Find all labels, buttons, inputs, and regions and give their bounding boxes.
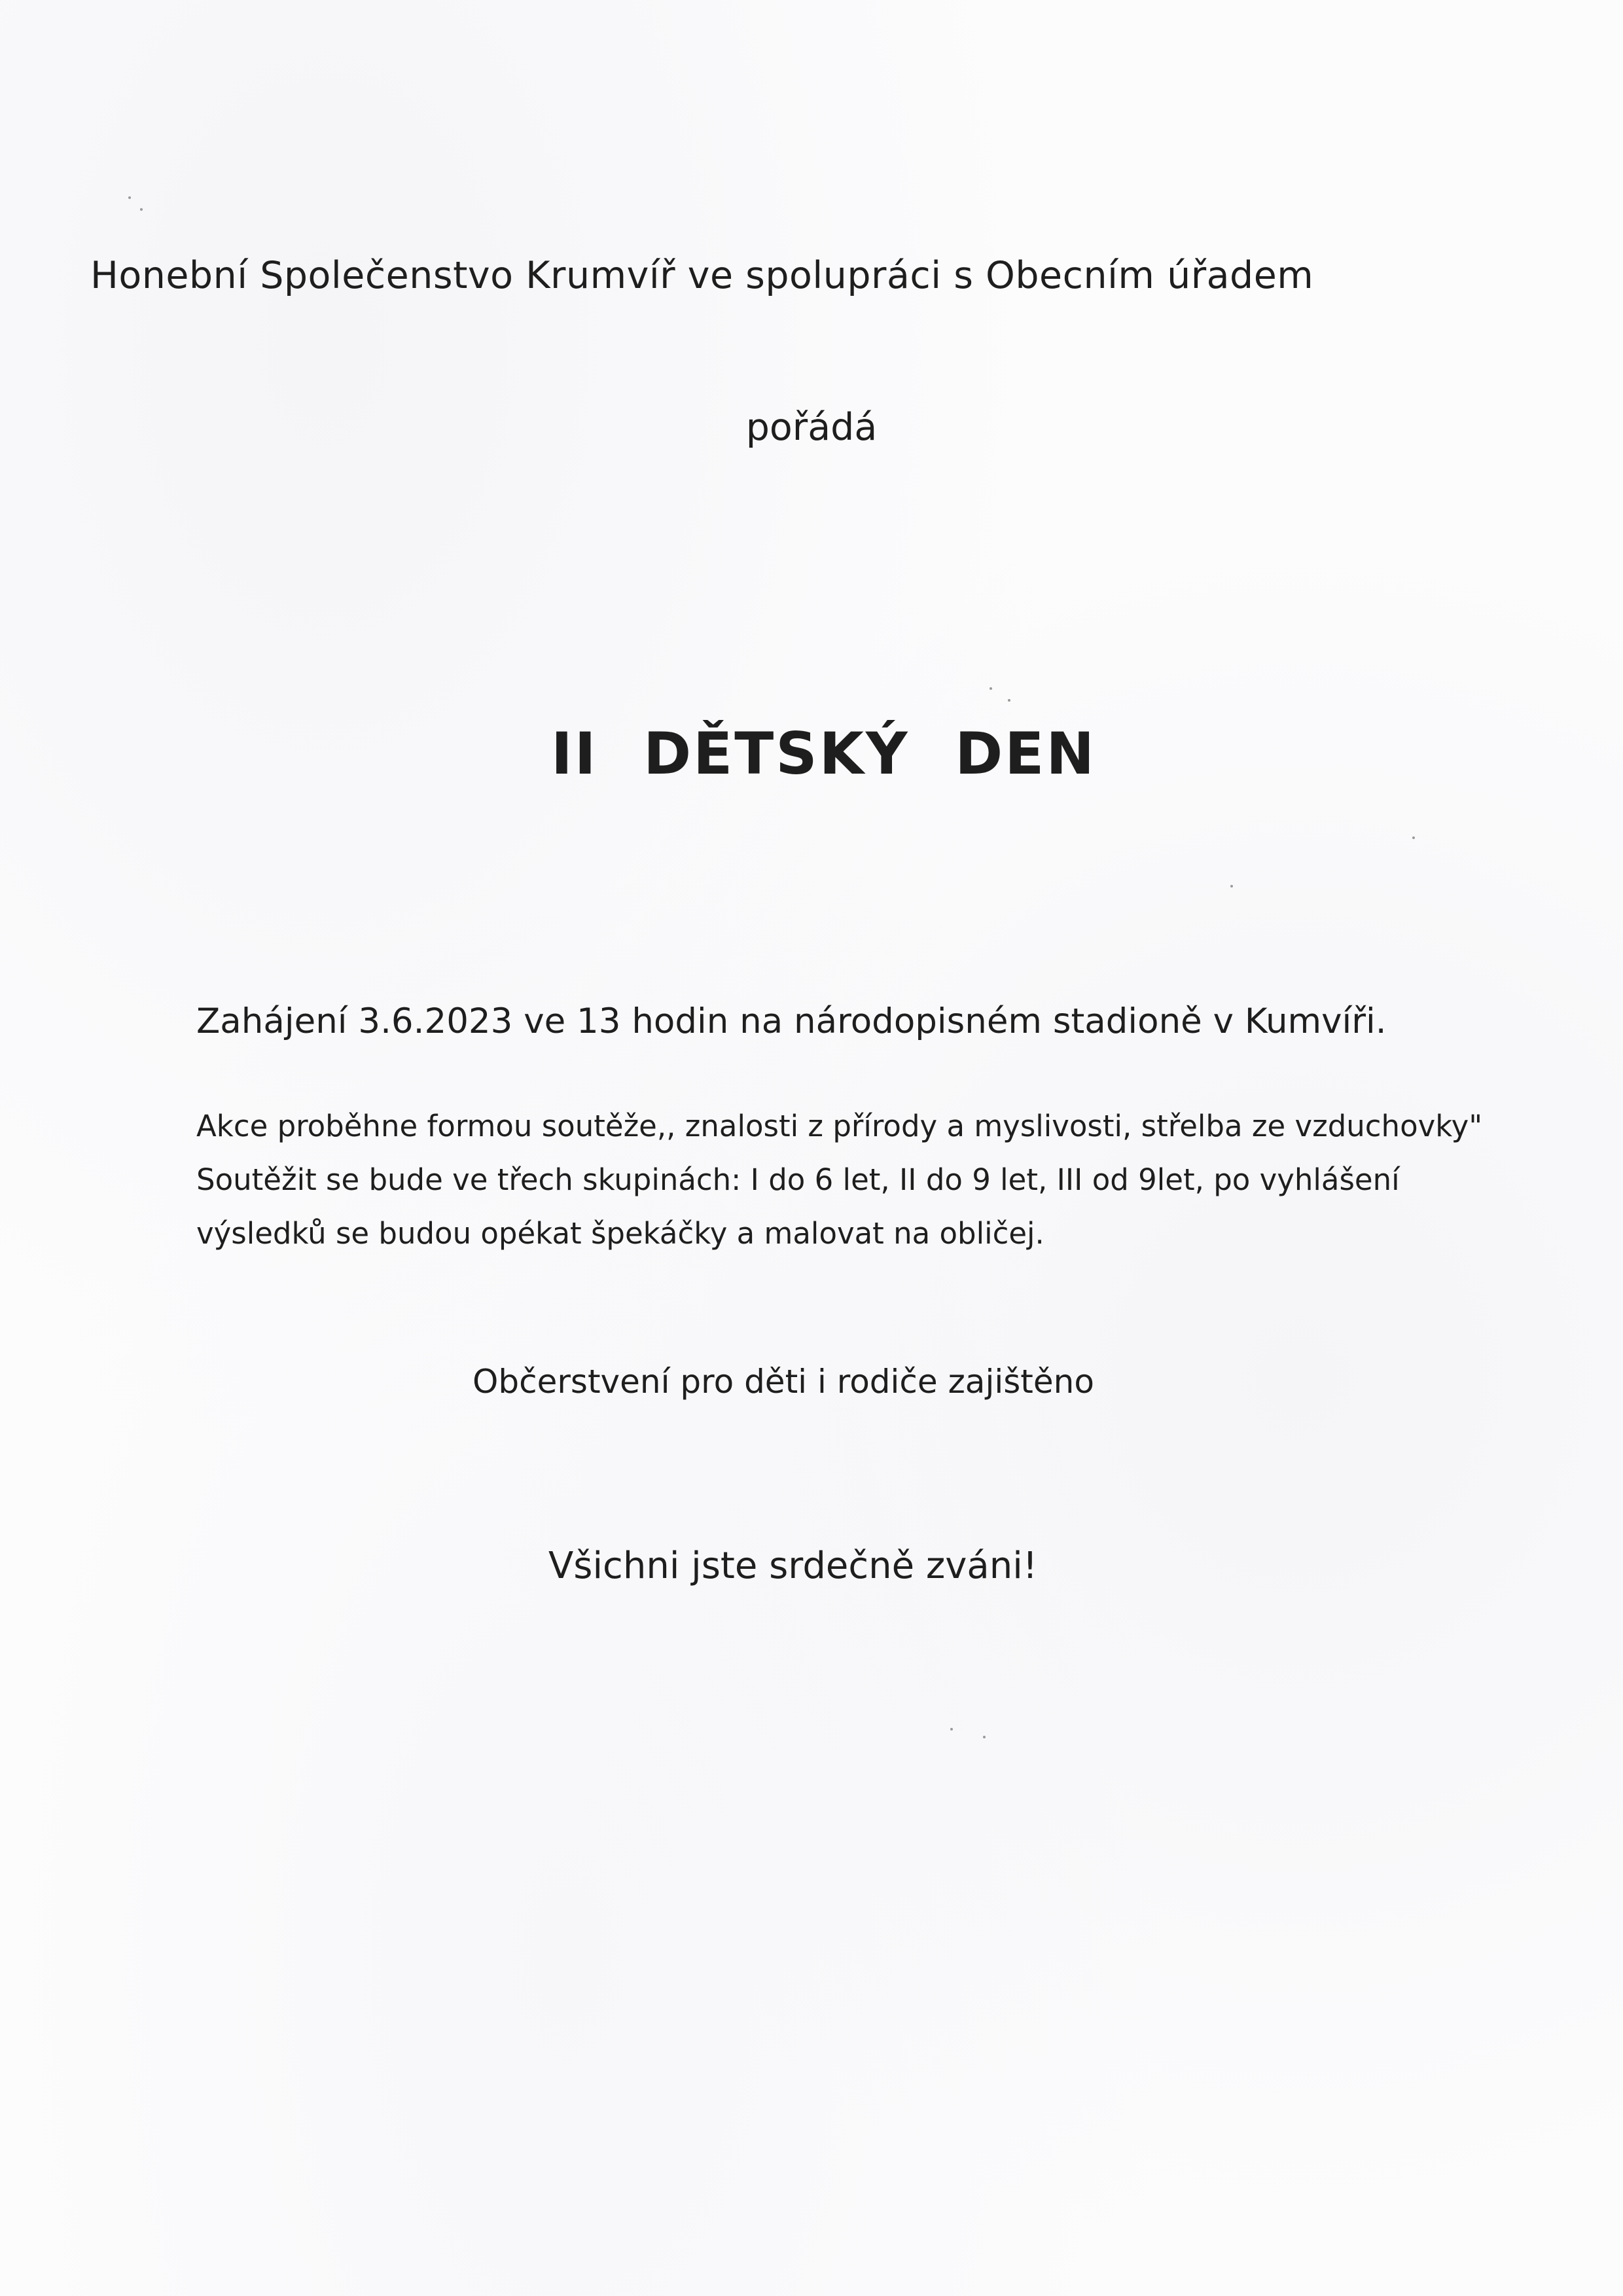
scan-speck <box>990 687 992 690</box>
description-line-2: Soutěžit se bude ve třech skupinách: I do 6 let, II do 9 let, III od 9let, po vyhlášení <box>196 1162 1400 1197</box>
description-line-1: Akce proběhne formou soutěže,, znalosti z přírody a myslivosti, střelba ze vzduchovky" <box>196 1109 1483 1143</box>
organizer-header: Honební Společenstvo Krumvíř ve spolupráci s Obecním úřadem <box>90 254 1314 297</box>
event-title: II DĚTSKÝ DEN <box>551 720 1097 787</box>
scan-speck <box>1412 836 1415 839</box>
organizes-text: pořádá <box>745 406 878 449</box>
scan-speck <box>983 1736 986 1738</box>
scan-speck <box>1230 885 1233 888</box>
scan-speck <box>128 196 131 199</box>
refreshments-note: Občerstvení pro děti i rodiče zajištěno <box>473 1363 1094 1401</box>
invitation-text: Všichni jste srdečně zváni! <box>548 1545 1038 1587</box>
scan-speck <box>140 208 143 211</box>
scan-speck <box>950 1728 953 1731</box>
description-line-3: výsledků se budou opékat špekáčky a malovat na obličej. <box>196 1216 1044 1251</box>
opening-info: Zahájení 3.6.2023 ve 13 hodin na národopisném stadioně v Kumvíři. <box>196 1001 1387 1041</box>
scan-speck <box>1008 699 1010 702</box>
